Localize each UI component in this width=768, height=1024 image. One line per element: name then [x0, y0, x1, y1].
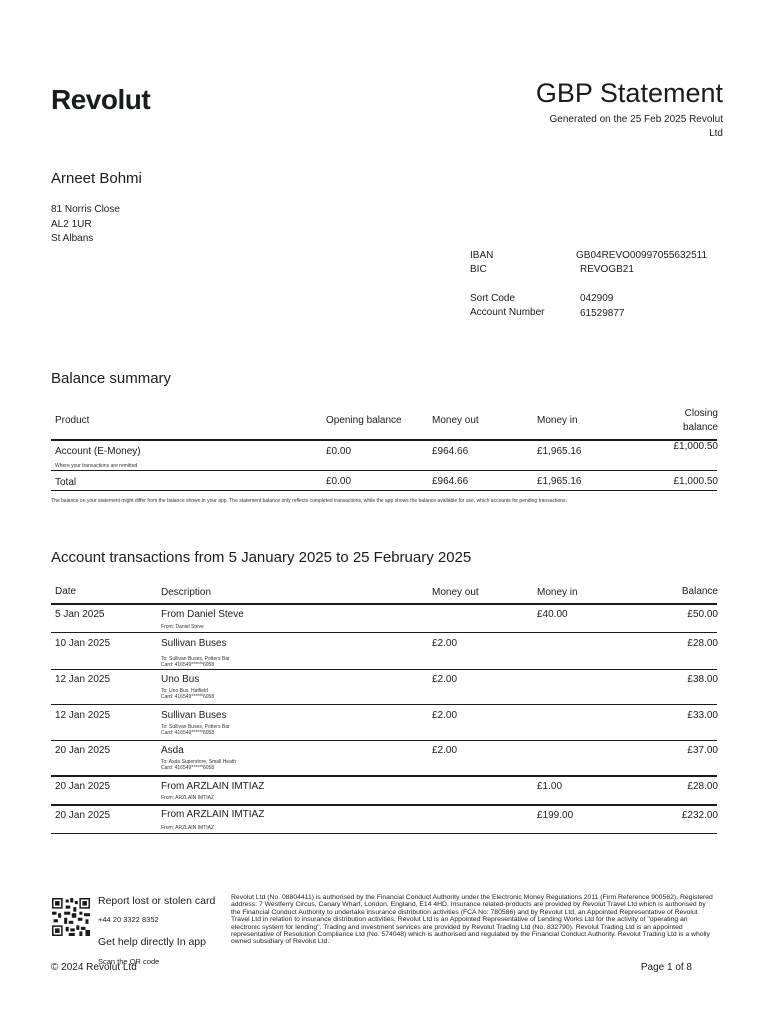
money-in: £40.00 — [537, 609, 568, 620]
money-out: £2.00 — [432, 674, 458, 685]
account-number-label: Account Number — [470, 307, 545, 318]
table-divider — [51, 632, 717, 633]
col-header-money-out: Money out — [432, 415, 479, 426]
opening-balance: £0.00 — [326, 476, 352, 487]
sort-code-value: 042909 — [580, 293, 614, 304]
money-out: £964.66 — [432, 446, 469, 457]
report-lost-card-text: Report lost or stolen card — [98, 895, 216, 907]
closing-header-line: Closing — [684, 408, 718, 419]
product-name: Total — [55, 477, 77, 488]
revolut-logo: Revolut — [51, 84, 151, 115]
transactions-title: Account transactions from 5 January 2025 to 25 February 2025 — [51, 549, 472, 566]
balance-summary-title: Balance summary — [51, 370, 172, 387]
table-divider — [51, 470, 717, 471]
product-note: Where your transactions are remitted — [55, 463, 138, 469]
transaction-date: 5 Jan 2025 — [55, 609, 105, 620]
col-header-date: Date — [55, 586, 77, 597]
sort-code-label: Sort Code — [470, 293, 516, 304]
bic-label: BIC — [470, 264, 487, 275]
transaction-description: From Daniel Steve — [161, 609, 244, 620]
money-out: £964.66 — [432, 476, 469, 487]
table-divider — [51, 775, 717, 777]
transaction-detail: From: ARZLAIN IMTIAZ — [161, 825, 215, 831]
money-in: £1.00 — [537, 781, 563, 792]
running-balance: £33.00 — [687, 710, 718, 721]
address-line: AL2 1UR — [51, 218, 92, 230]
col-header-product: Product — [55, 415, 90, 426]
statement-title: GBP Statement — [535, 78, 723, 108]
col-header-opening: Opening balance — [326, 415, 402, 426]
transaction-description: Uno Bus — [161, 674, 200, 685]
col-header-description: Description — [161, 587, 212, 598]
money-in: £1,965.16 — [537, 476, 582, 487]
transaction-date: 20 Jan 2025 — [55, 745, 111, 756]
table-divider — [51, 833, 717, 834]
money-in: £199.00 — [537, 810, 574, 821]
transaction-detail: From: ARZLAIN IMTIAZ — [161, 795, 215, 801]
money-out: £2.00 — [432, 638, 458, 649]
iban-label: IBAN — [470, 250, 494, 261]
transaction-date: 12 Jan 2025 — [55, 674, 111, 685]
col-header-closing — [683, 407, 718, 435]
money-out: £2.00 — [432, 710, 458, 721]
address-line: 81 Norris Close — [51, 204, 120, 215]
transaction-description: Sullivan Buses — [161, 638, 227, 649]
col-header-balance: Balance — [681, 586, 718, 597]
transaction-card: Card: 416549******6058 — [161, 730, 215, 736]
table-divider — [51, 439, 717, 441]
col-header-money-in: Money in — [537, 587, 578, 598]
page-number: Page 1 of 8 — [640, 962, 692, 973]
get-help-text: Get help directly In app — [98, 936, 206, 948]
running-balance: £232.00 — [681, 810, 718, 821]
balance-disclaimer: The balance on your statement might differ from the balance shown in your app. The statement balance only reflects completed transactions, while the app shows the balance available for use, which accounts for pending transactions. — [51, 498, 567, 504]
col-header-money-in: Money in — [537, 415, 578, 426]
support-phone[interactable]: +44 20 3322 8352 — [98, 915, 159, 924]
running-balance: £37.00 — [687, 745, 718, 756]
transaction-description: From ARZLAIN IMTIAZ — [161, 809, 265, 820]
product-name: Account (E-Money) — [55, 446, 141, 457]
legal-disclaimer: Revolut Ltd (No. 08804411) is authorised by the Financial Conduct Authority under the Electronic Money Regulations 2011 (Firm Reference 900562). Registered address: 7 Westferry Circus, Canary Wharf, London, England, E14 4HD. Insurance related-products are provided by Revolut Travel Ltd which is authorised by the Financial Conduct Authority to undertake insurance distribution activities (FCA No: 780586) and by Revolut Ltd, an Appointed Representative of Revolut Travel Ltd in relation to insurance distribution activities. Revolut Ltd is an Appointed Representative of Lending Works Ltd for the activity of "operating an electronic system for lending". Trading and investment services are provided by Revolut Trading Ltd (No. 832790). Revolut Trading Ltd is an appointed representative of Resolution Compliance Ltd (No. 574048) which is authorised and regulated by the Financial Conduct Authority. Revolut Trading Ltd is a wholly owned subsidiary of Revolut Ltd. — [231, 894, 713, 946]
transaction-description: Sullivan Buses — [161, 710, 227, 721]
qr-code-icon[interactable] — [52, 898, 90, 936]
transaction-detail: From: Daniel Steve — [161, 624, 204, 630]
table-divider — [51, 603, 717, 605]
transaction-card: Card: 416549******6058 — [161, 662, 215, 668]
transaction-description: Asda — [161, 745, 184, 756]
copyright: © 2024 Revolut Ltd — [51, 962, 137, 973]
money-out: £2.00 — [432, 745, 458, 756]
account-number-value: 61529877 — [580, 308, 625, 319]
transaction-date: 20 Jan 2025 — [55, 781, 111, 792]
generated-date: Generated on the 25 Feb 2025 Revolut Ltd — [549, 114, 723, 139]
transaction-date: 12 Jan 2025 — [55, 710, 111, 721]
running-balance: £28.00 — [687, 638, 718, 649]
scan-qr-text: Scan the QR code — [98, 957, 160, 966]
closing-header-line: balance — [682, 422, 718, 433]
customer-name: Arneet Bohmi — [51, 170, 142, 187]
bic-value: REVOGB21 — [580, 264, 634, 275]
col-header-money-out: Money out — [432, 587, 479, 598]
running-balance: £28.00 — [687, 781, 718, 792]
closing-balance: £1,000.50 — [673, 441, 718, 452]
money-in: £1,965.16 — [537, 446, 582, 457]
address-line: St Albans — [51, 233, 94, 244]
transaction-detail: To: Uno Bus, Hatfield — [161, 688, 208, 694]
opening-balance: £0.00 — [326, 446, 352, 457]
transaction-date: 20 Jan 2025 — [55, 810, 111, 821]
running-balance: £38.00 — [687, 674, 718, 685]
transaction-date: 10 Jan 2025 — [55, 638, 111, 649]
customer-address — [51, 203, 120, 247]
transaction-detail: To: Asda Superstore, Small Heath — [161, 759, 237, 765]
table-divider — [51, 704, 717, 705]
transaction-detail: To: Sullivan Buses, Potters Bar — [161, 656, 230, 662]
transaction-description: From ARZLAIN IMTIAZ — [161, 781, 265, 792]
table-divider — [51, 740, 717, 741]
transaction-detail: To: Sullivan Buses, Potters Bar — [161, 724, 230, 730]
iban-value: GB04REVO00997055632511 — [576, 250, 708, 261]
running-balance: £50.00 — [687, 609, 718, 620]
table-divider — [51, 490, 717, 491]
table-divider — [51, 804, 717, 806]
table-divider — [51, 669, 717, 670]
closing-balance: £1,000.50 — [673, 476, 718, 487]
transaction-card: Card: 416549******6058 — [161, 765, 215, 771]
transaction-card: Card: 416549******6058 — [161, 694, 215, 700]
